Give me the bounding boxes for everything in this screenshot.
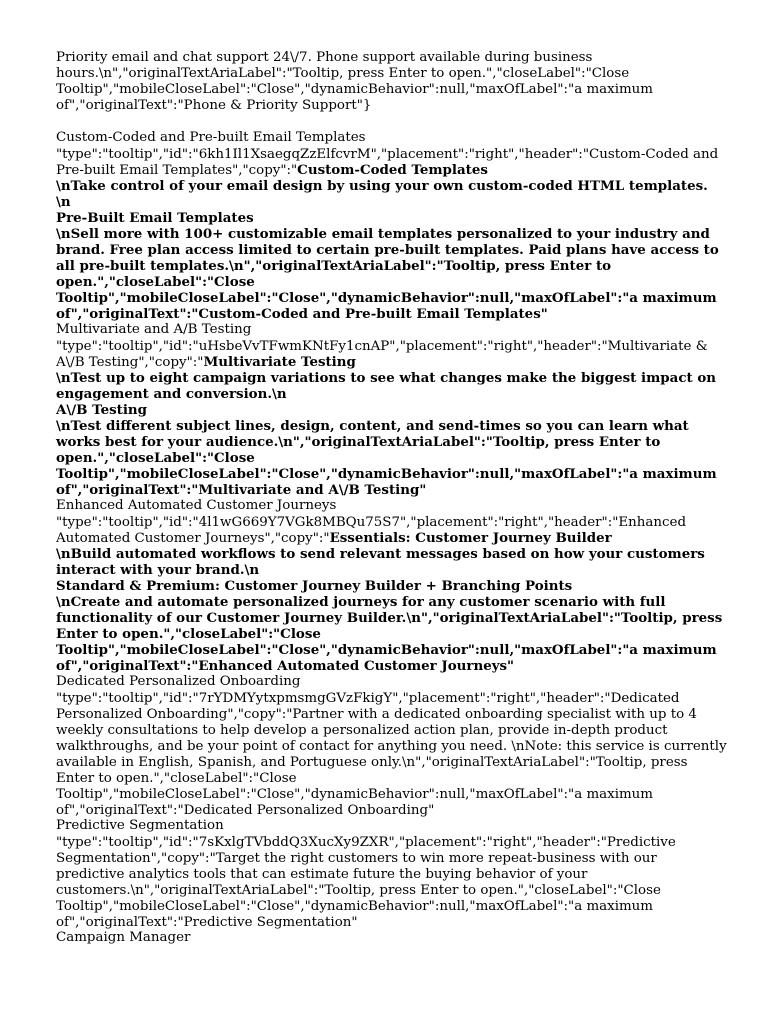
- text-line: [56, 834, 716, 850]
- text-line: [56, 146, 719, 162]
- text-line: [56, 866, 716, 882]
- section: [56, 130, 719, 322]
- text-line: hours.\n","originalTextAriaLabel":"Tooltip, press Enter to open.","closeLabel":"Close: [56, 66, 630, 81]
- section-title: Dedicated Personalized Onboarding: [56, 674, 301, 689]
- text-line: [56, 690, 716, 706]
- plain-text: customers.\n","originalTextAriaLabel":"Tooltip, press Enter to open.","closeLabel":"Close: [56, 883, 661, 898]
- plain-text: available in English, Spanish, and Portuguese only.\n","originalTextAriaLabel":"Tooltip, press: [56, 755, 688, 770]
- plain-text: "type":"tooltip","id":"4l1wG669Y7VGk8MBQu75S7","placement":"right","header":"Enhanced: [56, 515, 687, 530]
- text-line: [56, 242, 719, 258]
- bold-text: \nTest different subject lines, design, content, and send-times so you can learn what: [56, 418, 689, 434]
- text-line: [56, 178, 716, 194]
- bold-text: all pre-built templates.\n","originalTextAriaLabel":"Tooltip, press Enter to: [56, 258, 612, 274]
- intro-block: [56, 50, 716, 114]
- bold-text: \n: [56, 194, 71, 210]
- text-line: [56, 402, 716, 418]
- text-line: [56, 882, 716, 898]
- text-line: [56, 354, 716, 370]
- bold-text: Enter to open.","closeLabel":"Close: [56, 626, 321, 642]
- section-title: Predictive Segmentation: [56, 818, 224, 833]
- plain-text: Tooltip","mobileCloseLabel":"Close","dynamicBehavior":null,"maxOfLabel":"a maximum: [56, 787, 653, 802]
- section: [56, 818, 716, 930]
- bold-text: \nTest up to eight campaign variations to see what changes make the biggest impact on: [56, 370, 716, 386]
- text-line: [56, 706, 716, 722]
- bold-text: open.","closeLabel":"Close: [56, 450, 255, 466]
- plain-text: of","originalText":"Predictive Segmentation": [56, 915, 358, 930]
- plain-text: "type":"tooltip","id":"uHsbeVvTFwmKNtFy1cnAP","placement":"right","header":"Multivariate &: [56, 339, 708, 354]
- text-line: [56, 914, 716, 930]
- text-line: [56, 850, 716, 866]
- text-line: [56, 162, 716, 178]
- plain-text: Segmentation","copy":"Target the right customers to win more repeat-business with our: [56, 851, 657, 866]
- bold-text: \nCreate and automate personalized journeys for any customer scenario with full: [56, 594, 666, 610]
- text-line: [56, 738, 727, 754]
- section-title: Enhanced Automated Customer Journeys: [56, 498, 337, 513]
- bold-text: of","originalText":"Enhanced Automated Customer Journeys": [56, 658, 515, 674]
- sections-container: [56, 130, 727, 946]
- text-line: [56, 594, 716, 610]
- plain-text: "type":"tooltip","id":"7sKxlgTVbddQ3XucXy9ZXR","placement":"right","header":"Predictive: [56, 835, 676, 850]
- text-line: [56, 466, 716, 482]
- plain-text: Tooltip","mobileCloseLabel":"Close","dynamicBehavior":null,"maxOfLabel":"a maximum: [56, 899, 653, 914]
- plain-text: "type":"tooltip","id":"6kh1Il1XsaegqZzElfcvrM","placement":"right","header":"Custom-Coded and: [56, 147, 719, 162]
- spacer: [56, 114, 716, 130]
- bold-text: \nBuild automated workflows to send relevant messages based on how your customers: [56, 546, 705, 562]
- bold-text: brand. Free plan access limited to certain pre-built templates. Paid plans have access to: [56, 242, 719, 258]
- bold-text: Custom-Coded Templates: [297, 162, 488, 178]
- text-line: [56, 546, 716, 562]
- section-title: Campaign Manager: [56, 930, 191, 945]
- text-line: [56, 578, 716, 594]
- section-title: Multivariate and A/B Testing: [56, 322, 252, 337]
- plain-text: predictive analytics tools that can estimate future the buying behavior of your: [56, 867, 588, 882]
- plain-text: walkthroughs, and be your point of contact for anything you need. \nNote: this service is currently: [56, 739, 727, 754]
- text-line: [56, 274, 716, 290]
- section: [56, 674, 727, 818]
- bold-text: open.","closeLabel":"Close: [56, 274, 255, 290]
- text-line: [56, 290, 716, 306]
- text-line: [56, 770, 716, 786]
- bold-text: Pre-Built Email Templates: [56, 210, 254, 226]
- bold-text: works best for your audience.\n","originalTextAriaLabel":"Tooltip, press Enter to: [56, 434, 661, 450]
- text-line: [56, 802, 716, 818]
- bold-text: Standard & Premium: Customer Journey Builder + Branching Points: [56, 578, 573, 594]
- plain-text: weekly consultations to help develop a personalized action plan, provide in-depth product: [56, 723, 668, 738]
- text-line: Tooltip","mobileCloseLabel":"Close","dynamicBehavior":null,"maxOfLabel":"a maximum: [56, 82, 653, 97]
- text-line: [56, 626, 716, 642]
- bold-text: Tooltip","mobileCloseLabel":"Close","dynamicBehavior":null,"maxOfLabel":"a maximum: [56, 290, 717, 306]
- text-line: [56, 226, 716, 242]
- text-line: [56, 434, 716, 450]
- bold-text: Multivariate Testing: [203, 354, 356, 370]
- bold-text: interact with your brand.\n: [56, 562, 260, 578]
- text-line: [56, 658, 716, 674]
- text-line: Priority email and chat support 24\/7. Phone support available during business: [56, 50, 593, 65]
- bold-text: of","originalText":"Multivariate and A\/B Testing": [56, 482, 427, 498]
- text-line: [56, 258, 716, 274]
- plain-text: A\/B Testing","copy":": [56, 355, 204, 370]
- plain-text: Personalized Onboarding","copy":"Partner with a dedicated onboarding specialist with up to 4: [56, 707, 697, 722]
- text-line: [56, 210, 716, 226]
- text-line: [56, 610, 723, 626]
- bold-text: functionality of our Customer Journey Builder.\n","originalTextAriaLabel":"Tooltip, press: [56, 610, 723, 626]
- plain-text: "type":"tooltip","id":"7rYDMYytxpmsmgGVzFkigY","placement":"right","header":"Dedicated: [56, 691, 680, 706]
- bold-text: \nTake control of your email design by using your own custom-coded HTML templates.: [56, 178, 708, 194]
- bold-text: of","originalText":"Custom-Coded and Pre-built Email Templates": [56, 306, 548, 322]
- text-line: [56, 898, 716, 914]
- text-line: [56, 370, 716, 386]
- text-line: [56, 386, 716, 402]
- bold-text: Tooltip","mobileCloseLabel":"Close","dynamicBehavior":null,"maxOfLabel":"a maximum: [56, 466, 717, 482]
- text-line: [56, 514, 716, 530]
- text-line: [56, 754, 716, 770]
- text-line: [56, 562, 716, 578]
- plain-text: of","originalText":"Dedicated Personalized Onboarding": [56, 803, 435, 818]
- text-line: [56, 482, 716, 498]
- text-line: [56, 722, 716, 738]
- text-line: [56, 450, 716, 466]
- bold-text: \nSell more with 100+ customizable email templates personalized to your industry and: [56, 226, 710, 242]
- text-line: [56, 418, 716, 434]
- bold-text: Essentials: Customer Journey Builder: [329, 530, 612, 546]
- text-line: [56, 786, 716, 802]
- section: [56, 322, 716, 498]
- bold-text: engagement and conversion.\n: [56, 386, 287, 402]
- text-line: [56, 642, 716, 658]
- text-line: [56, 306, 716, 322]
- section-title: Custom-Coded and Pre-built Email Templates: [56, 130, 366, 145]
- bold-text: A\/B Testing: [56, 402, 148, 418]
- section: [56, 930, 716, 946]
- text-line: [56, 194, 716, 210]
- plain-text: Enter to open.","closeLabel":"Close: [56, 771, 297, 786]
- document-page: [56, 50, 727, 946]
- bold-text: Tooltip","mobileCloseLabel":"Close","dynamicBehavior":null,"maxOfLabel":"a maximum: [56, 642, 717, 658]
- plain-text: Automated Customer Journeys","copy":": [56, 531, 330, 546]
- text-line: [56, 530, 716, 546]
- text-line: of","originalText":"Phone & Priority Support"}: [56, 98, 372, 113]
- section: [56, 498, 723, 674]
- text-line: [56, 338, 716, 354]
- plain-text: Pre-built Email Templates","copy":": [56, 163, 298, 178]
